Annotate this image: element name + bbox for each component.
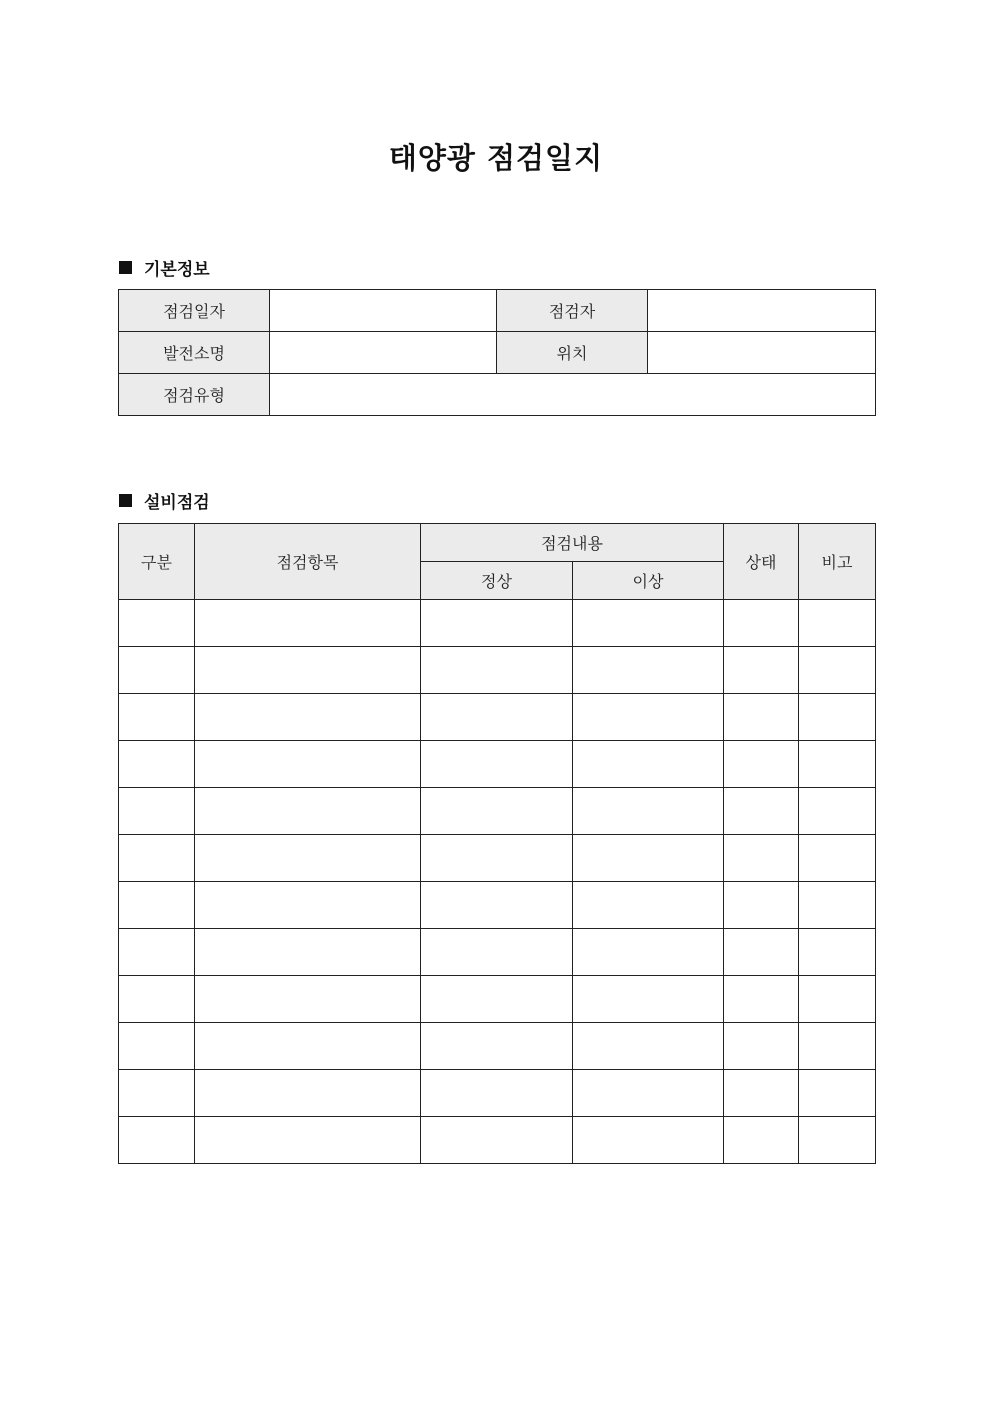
- cell-remarks[interactable]: [799, 929, 876, 976]
- table-row: [119, 788, 876, 835]
- plant-name-field[interactable]: [270, 332, 497, 374]
- cell-normal[interactable]: [421, 647, 573, 694]
- table-row: [119, 290, 876, 332]
- cell-item[interactable]: [195, 976, 421, 1023]
- column-header-item: 점검항목: [195, 524, 421, 600]
- cell-category[interactable]: [119, 835, 195, 882]
- table-row: [119, 1023, 876, 1070]
- inspection-date-field[interactable]: [270, 290, 497, 332]
- cell-abnormal[interactable]: [573, 600, 724, 647]
- cell-category[interactable]: [119, 647, 195, 694]
- equipment-check-heading: [119, 488, 210, 513]
- cell-category[interactable]: [119, 741, 195, 788]
- cell-abnormal[interactable]: [573, 788, 724, 835]
- cell-category[interactable]: [119, 1070, 195, 1117]
- cell-abnormal[interactable]: [573, 1070, 724, 1117]
- cell-remarks[interactable]: [799, 788, 876, 835]
- cell-normal[interactable]: [421, 1117, 573, 1164]
- table-header-row: [119, 524, 876, 562]
- cell-status[interactable]: [724, 976, 799, 1023]
- inspector-label: 점검자: [497, 290, 648, 332]
- cell-remarks[interactable]: [799, 741, 876, 788]
- cell-category[interactable]: [119, 882, 195, 929]
- cell-status[interactable]: [724, 835, 799, 882]
- cell-remarks[interactable]: [799, 1023, 876, 1070]
- cell-status[interactable]: [724, 741, 799, 788]
- cell-item[interactable]: [195, 647, 421, 694]
- cell-status[interactable]: [724, 788, 799, 835]
- cell-status[interactable]: [724, 929, 799, 976]
- cell-normal[interactable]: [421, 600, 573, 647]
- table-row: [119, 882, 876, 929]
- cell-abnormal[interactable]: [573, 1117, 724, 1164]
- cell-normal[interactable]: [421, 788, 573, 835]
- cell-remarks[interactable]: [799, 882, 876, 929]
- equipment-check-heading-text: 설비점검: [144, 493, 210, 513]
- cell-category[interactable]: [119, 694, 195, 741]
- table-row: [119, 976, 876, 1023]
- column-header-abnormal: 이상: [573, 562, 724, 600]
- cell-item[interactable]: [195, 741, 421, 788]
- column-header-remarks: 비고: [799, 524, 876, 600]
- cell-status[interactable]: [724, 1023, 799, 1070]
- cell-abnormal[interactable]: [573, 1023, 724, 1070]
- table-row: [119, 835, 876, 882]
- cell-category[interactable]: [119, 976, 195, 1023]
- cell-abnormal[interactable]: [573, 647, 724, 694]
- cell-abnormal[interactable]: [573, 694, 724, 741]
- cell-item[interactable]: [195, 1070, 421, 1117]
- cell-remarks[interactable]: [799, 694, 876, 741]
- column-header-status: 상태: [724, 524, 799, 600]
- cell-item[interactable]: [195, 882, 421, 929]
- cell-status[interactable]: [724, 1117, 799, 1164]
- table-row: [119, 374, 876, 416]
- equipment-check-table: [118, 523, 876, 1164]
- cell-normal[interactable]: [421, 882, 573, 929]
- cell-abnormal[interactable]: [573, 741, 724, 788]
- cell-remarks[interactable]: [799, 1117, 876, 1164]
- cell-remarks[interactable]: [799, 1070, 876, 1117]
- table-row: [119, 741, 876, 788]
- cell-abnormal[interactable]: [573, 929, 724, 976]
- cell-remarks[interactable]: [799, 835, 876, 882]
- cell-normal[interactable]: [421, 1023, 573, 1070]
- cell-status[interactable]: [724, 600, 799, 647]
- cell-abnormal[interactable]: [573, 882, 724, 929]
- column-header-category: 구분: [119, 524, 195, 600]
- cell-item[interactable]: [195, 600, 421, 647]
- cell-remarks[interactable]: [799, 647, 876, 694]
- cell-item[interactable]: [195, 835, 421, 882]
- cell-normal[interactable]: [421, 1070, 573, 1117]
- location-label: 위치: [497, 332, 648, 374]
- plant-name-label: 발전소명: [119, 332, 270, 374]
- cell-remarks[interactable]: [799, 976, 876, 1023]
- table-row: [119, 1070, 876, 1117]
- cell-normal[interactable]: [421, 694, 573, 741]
- cell-abnormal[interactable]: [573, 976, 724, 1023]
- cell-abnormal[interactable]: [573, 835, 724, 882]
- table-row: [119, 600, 876, 647]
- cell-item[interactable]: [195, 929, 421, 976]
- cell-category[interactable]: [119, 929, 195, 976]
- cell-category[interactable]: [119, 788, 195, 835]
- table-row: [119, 694, 876, 741]
- inspector-field[interactable]: [648, 290, 876, 332]
- cell-status[interactable]: [724, 647, 799, 694]
- table-row: [119, 332, 876, 374]
- cell-item[interactable]: [195, 1117, 421, 1164]
- cell-normal[interactable]: [421, 741, 573, 788]
- basic-info-heading-text: 기본정보: [144, 260, 210, 280]
- cell-remarks[interactable]: [799, 600, 876, 647]
- cell-category[interactable]: [119, 1023, 195, 1070]
- square-bullet-icon: [119, 261, 132, 274]
- inspection-type-label: 점검유형: [119, 374, 270, 416]
- table-row: [119, 929, 876, 976]
- inspection-type-field[interactable]: [270, 374, 876, 416]
- cell-status[interactable]: [724, 694, 799, 741]
- inspection-date-label: 점검일자: [119, 290, 270, 332]
- column-header-normal: 정상: [421, 562, 573, 600]
- cell-status[interactable]: [724, 882, 799, 929]
- cell-category[interactable]: [119, 1117, 195, 1164]
- table-row: [119, 1117, 876, 1164]
- cell-normal[interactable]: [421, 976, 573, 1023]
- column-header-content: 점검내용: [421, 524, 724, 562]
- table-row: [119, 647, 876, 694]
- cell-item[interactable]: [195, 694, 421, 741]
- cell-normal[interactable]: [421, 835, 573, 882]
- cell-item[interactable]: [195, 788, 421, 835]
- cell-item[interactable]: [195, 1023, 421, 1070]
- basic-info-heading: [119, 255, 210, 280]
- page-title: 태양광 점검일지: [388, 141, 604, 175]
- cell-normal[interactable]: [421, 929, 573, 976]
- basic-info-table: [118, 289, 876, 416]
- equipment-check-body: [119, 600, 876, 1164]
- location-field[interactable]: [648, 332, 876, 374]
- cell-category[interactable]: [119, 600, 195, 647]
- cell-status[interactable]: [724, 1070, 799, 1117]
- square-bullet-icon: [119, 494, 132, 507]
